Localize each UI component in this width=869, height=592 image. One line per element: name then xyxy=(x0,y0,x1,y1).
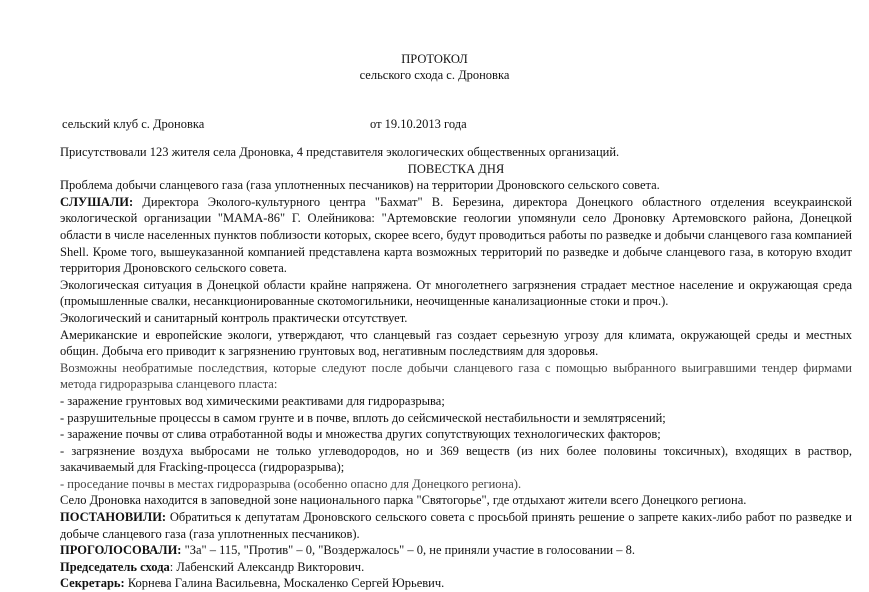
control-paragraph: Экологический и санитарный контроль практически отсутствует. xyxy=(60,310,408,325)
list-item: - проседание почвы в местах гидроразрыва (особенно опасно для Донецкого региона). xyxy=(60,476,522,491)
chairman-text: : Лабенский Александр Викторович. xyxy=(169,559,365,574)
heard-label: СЛУШАЛИ: xyxy=(60,194,134,209)
agenda-item: Проблема добычи сланцевого газа (газа уплотненных песчаников) на территории Дроновского сельского совета. xyxy=(60,178,660,193)
protocol-body xyxy=(60,144,852,592)
consequences-paragraph: Возможны необратимые последствия, которые следуют после добычи сланцевого газа с помощью выбранного выигравшими тендер фирмами метода гидроразрыва сланцевого пласта: xyxy=(60,360,852,392)
agenda-title: ПОВЕСТКА ДНЯ xyxy=(407,161,505,176)
chairman-line xyxy=(60,559,852,576)
ecologists-paragraph: Американские и европейские экологи, утверждают, что сланцевый газ создает серьезную угрозу для климата, окружающей среды и местных общин. Добыча его приводит к загрязнению грунтовых вод, негативным последствиям для здоровья. xyxy=(60,327,852,359)
chairman-label: Председатель схода xyxy=(60,559,170,574)
protocol-title: ПРОТОКОЛ xyxy=(401,52,468,66)
heard-text: Директора Эколого-культурного центра "Бахмат" В. Березина, директора Донецкого областного отделения всеукраинской экологической организации "МАМА-86" Г. Олейникова: "Артемовские геологии упомянули село Дроновку Артемовского района, Донецкой области в числе населенных пунктов поблизости которых, скорее всего, будут проводиться работы по разведке и добычи сланцевого газа компанией Shell. Кроме того, вышеуказанной компанией представлена карта возможных территорий по разведке и добыче сланцевого газа, в которую входит территория Дроновского сельского совета. xyxy=(60,194,852,276)
meeting-place: сельский клуб с. Дроновка xyxy=(62,117,205,131)
resolved-label: ПОСТАНОВИЛИ: xyxy=(60,510,167,525)
list-item: - заражение почвы от слива отработанной воды и множества других сопутствующих технологических факторов; xyxy=(60,427,661,442)
voted-label: ПРОГОЛОСОВАЛИ: xyxy=(60,543,182,558)
secretary-label: Секретарь: xyxy=(60,576,125,591)
present-text: Присутствовали 123 жителя села Дроновка, 4 представителя экологических общественных организаций. xyxy=(60,145,620,159)
list-item: - заражение грунтовых вод химическими реактивами для гидроразрыва; xyxy=(60,393,445,408)
voted-paragraph xyxy=(60,542,852,559)
eco-situation-paragraph: Экологическая ситуация в Донецкой области крайне напряжена. От многолетнего загрязнения страдает местное население и окружающая среда (промышленные свалки, несанкционированные скотомогильники, неочищенные канализационные стоки и проч.). xyxy=(60,277,852,309)
resolved-text: Обратиться к депутатам Дроновского сельского совета с просьбой принять решение о запрете каких-либо работ по разведке и добыче сланцевого газа (газа уплотненных песчаников). xyxy=(60,510,852,541)
voted-text: "За" – 115, "Против" – 0, "Воздержалось" – 0, не приняли участие в голосовании – 8. xyxy=(181,543,635,558)
list-item: - загрязнение воздуха выбросами не только углеводородов, но и 369 веществ (из них более половины токсичных), входящих в раствор, закачиваемый для Fracking-процесса (гидроразрыва); xyxy=(60,443,852,475)
secretary-text: Корнева Галина Васильевна, Москаленко Сергей Юрьевич. xyxy=(124,576,445,591)
meeting-date: от 19.10.2013 года xyxy=(370,117,467,131)
resolved-paragraph xyxy=(60,509,852,542)
park-paragraph: Село Дроновка находится в заповедной зоне национального парка "Святогорье", где отдыхают жители всего Донецкого региона. xyxy=(60,493,747,508)
protocol-subtitle: сельского схода с. Дроновка xyxy=(359,68,510,82)
secretary-line xyxy=(60,575,852,592)
list-item: - разрушительные процессы в самом грунте и в почве, вплоть до сейсмической нестабильности и землятрясений; xyxy=(60,410,666,425)
heard-paragraph xyxy=(60,194,852,277)
